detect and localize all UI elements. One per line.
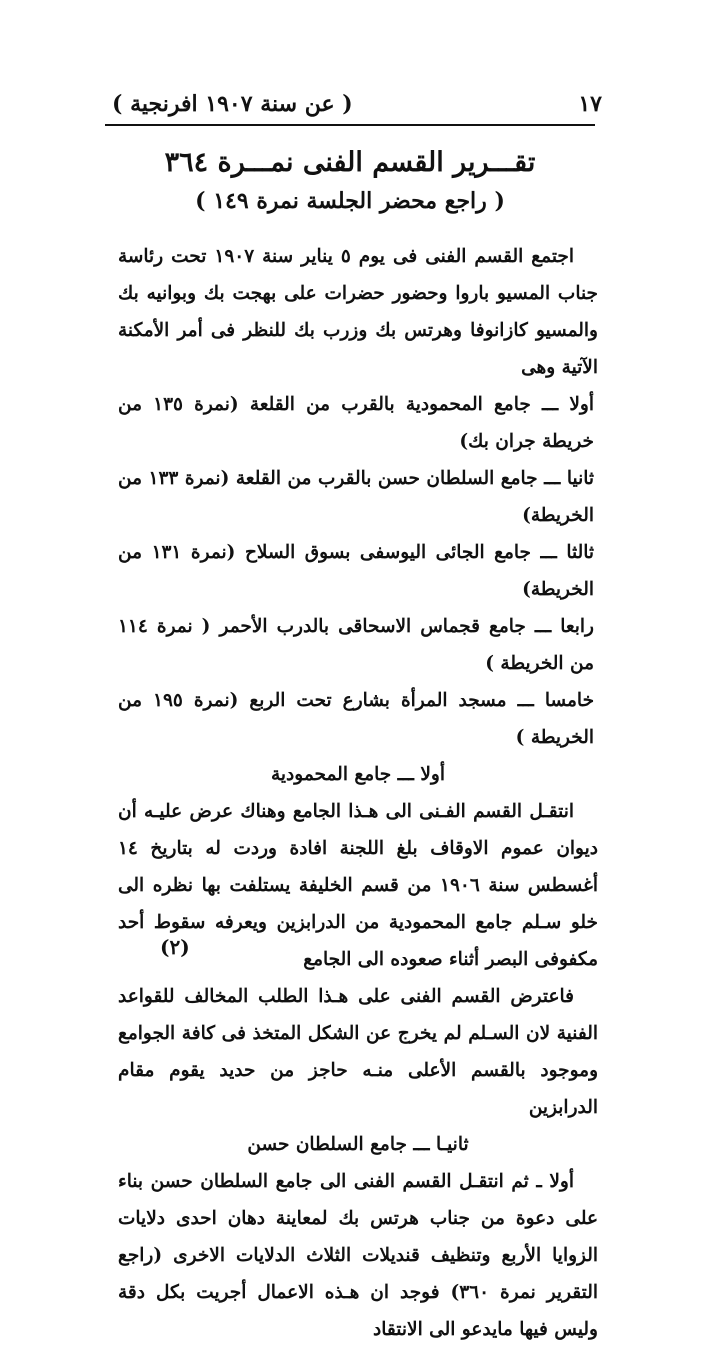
intro-paragraph: اجتمع القسم الفنى فى يوم ٥ يناير سنة ١٩٠٧ تحت رئاسة جناب المسيو باروا وحضور حضرات على بهجت بك وبوانيه بك والمسيو كازانوفا وهرتس بك وزرب بك للنظر فى أمر الأمكنة الآتية وهى: [118, 246, 598, 378]
list-item: خامسا ـــ مسجد المرأة بشارع تحت الربع (نمرة ١٩٥ من الخريطة ): [118, 690, 595, 748]
list-item: ثالثا ـــ جامع الجائى اليوسفى بسوق السلاح (نمرة ١٣١ من الخريطة): [118, 542, 595, 600]
list-item: رابعا ـــ جامع قجماس الاسحاقى بالدرب الأحمر ( نمرة ١١٤ من الخريطة ): [118, 616, 594, 674]
header-rule: [105, 124, 595, 126]
running-header: [112, 84, 602, 124]
list-item: أولا ـــ جامع المحمودية بالقرب من القلعة (نمرة ١٣٥ من خريطة جران بك): [118, 394, 594, 452]
report-subtitle: ( راجع محضر الجلسة نمرة ١٤٩ ): [195, 188, 505, 214]
section-paragraph: انتقـل القسم الفـنى الى هـذا الجامع وهناك عرض عليـه أن ديوان عموم الاوقاف بلغ اللجنة افادة وردت له بتاريخ ١٤ أغسطس سنة ١٩٠٦ من قسم الخليفة يستلفت بها نظره الى خلو سـلم جامع المحمودية من الدرابزين ويعرفه سقوط أحد مكفوفى البصر أثناء صعوده الى الجامع: [118, 801, 598, 970]
page-number: ١٧: [578, 91, 602, 117]
section-heading: أولا ـــ جامع المحمودية: [270, 764, 445, 785]
running-title: ( عن سنة ١٩٠٧ افرنجية ): [112, 91, 353, 117]
section-heading: ثانيـا ـــ جامع السلطان حسن: [247, 1134, 469, 1155]
report-body: [118, 238, 598, 1348]
section-paragraph: أولا ـ ثم انتقـل القسم الفنى الى جامع السلطان حسن بناء على دعوة من جناب هرتس بك لمعاينة دهان احدى دلايات الزوايا الأربع وتنظيف قنديلات الثلاث الدلايات الاخرى (راجع التقرير نمرة ٣٦٠) فوجد ان هـذه الاعمال أجريت بكل دقة وليس فيها مايدعو الى الانتقاد: [118, 1171, 598, 1340]
folio-mark: (٢): [160, 935, 190, 959]
section-paragraph: فاعترض القسم الفنى على هـذا الطلب المخالف للقواعد الفنية لان السـلم لم يخرج عن الشكل المتخذ فى كافة الجوامع وموجود بالقسم الأعلى منـه حاجز من حديد يقوم مقام الدرابزين: [118, 986, 598, 1118]
report-title: تقـــرير القسم الفنى نمـــرة ٣٦٤: [164, 147, 536, 178]
list-item: ثانيا ـــ جامع السلطان حسن بالقرب من القلعة (نمرة ١٣٣ من الخريطة): [118, 468, 595, 526]
